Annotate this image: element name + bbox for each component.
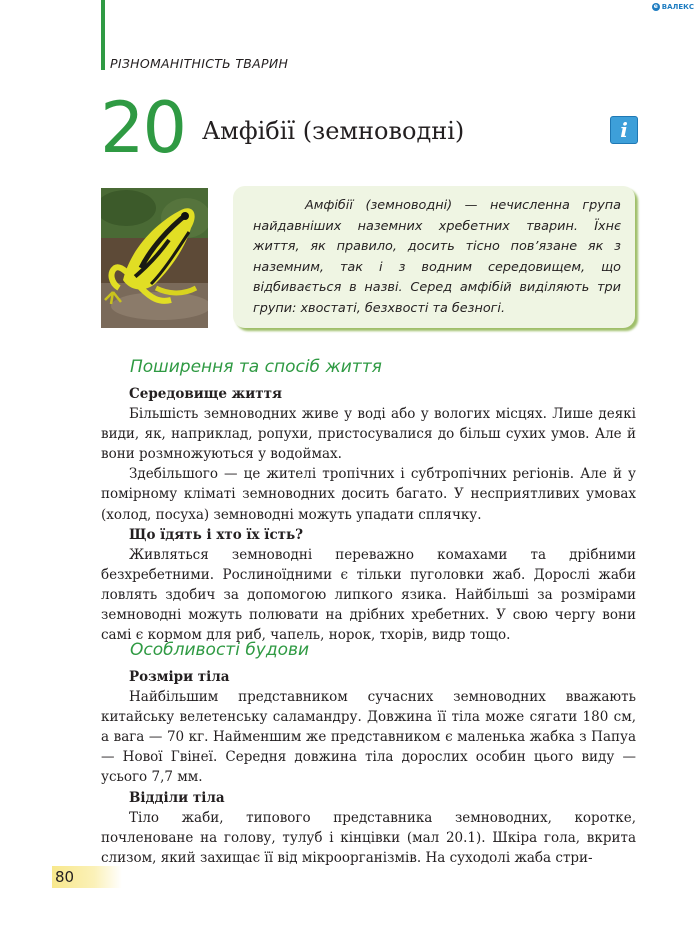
section-structure-body <box>101 667 636 868</box>
intro-box <box>233 186 635 328</box>
page-number <box>52 866 122 888</box>
frog-illustration <box>101 188 208 328</box>
subheading-habitat: Середовище життя <box>129 386 283 402</box>
subheading-body-parts: Відділи тіла <box>129 789 225 806</box>
section-heading-distribution: Поширення та спосіб життя <box>130 357 382 377</box>
publisher-logo-text: ВАЛЕКС <box>661 3 694 11</box>
lesson-number: 20 <box>100 87 186 169</box>
intro-text: Амфібії (земноводні) — нечисленна група найдавніших наземних хребетних тварин. Їхнє життя, як правило, досить тісно пов’язане як з наземним, так і з водним середовищем, що відбивається в назві. Серед амфібій виділяють три групи: хвостаті, безхвості та безногі. <box>253 198 621 316</box>
subheading-food: Що їдять і хто їх їсть? <box>129 526 304 543</box>
subheading-body-size: Розміри тіла <box>129 669 230 685</box>
frog-photo <box>101 188 208 328</box>
paragraph: Тіло жаби, типового представника земноводних, коротке, почленоване на голову, тулуб і кінцівки (мал 20.1). Шкіра гола, вкрита слизом, який захищає її від мікроорганізмів. На суходолі жаба стри- <box>101 809 636 866</box>
publisher-logo <box>652 3 694 11</box>
section-label: РІЗНОМАНІТНІСТЬ ТВАРИН <box>110 56 289 71</box>
info-icon-glyph: i <box>620 118 628 142</box>
section-heading-structure: Особливості будови <box>130 640 310 660</box>
section-distribution-body <box>101 384 636 645</box>
paragraph: Найбільшим представником сучасних земноводних вважають китайську велетенську саламандру. Довжина її тіла може сягати 180 см, а вага — 70 кг. Найменшим же представником є маленька жабка з Папуа — Нової Гвінеї. Середня довжина тіла дорослих особин цього виду — усього 7,7 мм. <box>101 689 636 786</box>
paragraph: Живляться земноводні переважно комахами та дрібними безхребетними. Рослиноїдними є тільки пуголовки жаб. Дорослі жаби ловлять здобич за допомогою липкого язика. Найбільші за розмірами земноводні можуть полювати на дрібних хребетних. У свою чергу вони самі є кормом для риб, чапель, норок, тхорів, видр тощо. <box>101 546 636 644</box>
paragraph: Більшість земноводних живе у воді або у вологих місцях. Лише деякі види, як, наприклад, ропухи, пристосувалися до більш сухих умов. Але й вони розмножуються у водоймах. <box>101 406 636 463</box>
page-number-text: 80 <box>55 868 75 886</box>
publisher-logo-icon: е <box>653 3 658 10</box>
paragraph: Здебільшого — це жителі тропічних і субтропічних регіонів. Але й у помірному кліматі земноводних досить багато. У несприятливих умовах (холод, посуха) земноводні можуть упадати сплячку. <box>101 466 636 523</box>
info-icon[interactable] <box>610 116 638 144</box>
header-accent-bar <box>101 0 105 70</box>
lesson-title: Амфібії (земноводні) <box>202 117 465 145</box>
